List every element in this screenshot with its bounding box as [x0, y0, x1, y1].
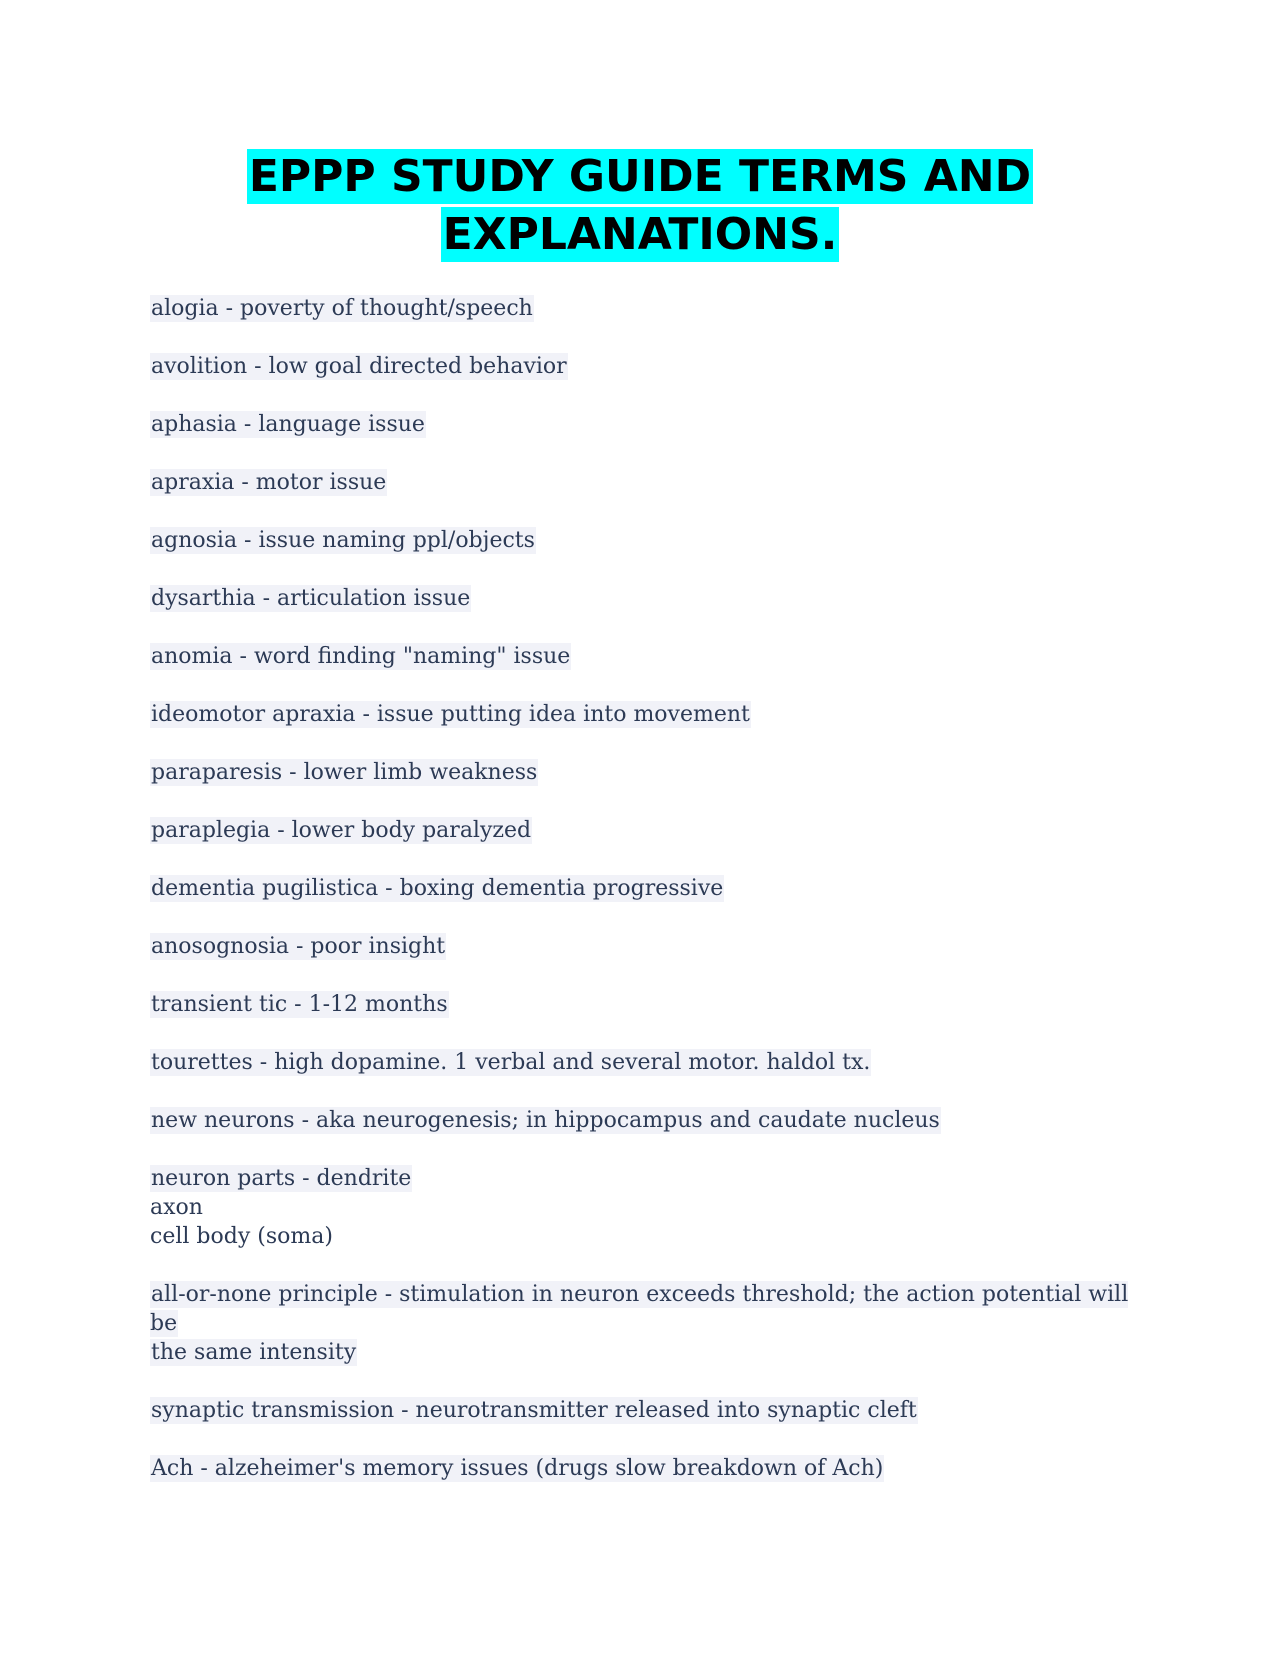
term-entry: [150, 990, 1150, 1019]
title-line-2: EXPLANATIONS.: [442, 209, 838, 260]
term-text: all-or-none principle - stimulation in neuron exceeds threshold; the action potential will be: [150, 1282, 1129, 1336]
term-entry: [150, 468, 1150, 497]
term-entry: [150, 758, 1150, 787]
term-text: paraparesis - lower limb weakness: [151, 760, 538, 785]
term-text: dementia pugilistica - boxing dementia progressive: [151, 876, 724, 901]
term-text: anosognosia - poor insight: [151, 934, 446, 959]
term-entry: [150, 700, 1150, 729]
term-continuation: the same intensity: [151, 1340, 357, 1365]
term-text: dysarthia - articulation issue: [151, 586, 471, 611]
title-line-1: EPPP STUDY GUIDE TERMS AND: [248, 151, 1032, 202]
term-entry: [150, 294, 1150, 323]
term-text: aphasia - language issue: [151, 412, 425, 437]
term-entry: [150, 1454, 1150, 1483]
term-entry-all-or-none: [150, 1280, 1150, 1367]
term-text: synaptic transmission - neurotransmitter released into synaptic cleft: [151, 1398, 917, 1423]
term-entry: [150, 584, 1150, 613]
term-entry: [150, 410, 1150, 439]
term-text: new neurons - aka neurogenesis; in hippocampus and caudate nucleus: [151, 1108, 940, 1133]
term-text: transient tic - 1-12 months: [151, 992, 448, 1017]
term-text: avolition - low goal directed behavior: [151, 354, 567, 379]
term-text: ideomotor apraxia - issue putting idea into movement: [151, 702, 750, 727]
term-entry: [150, 642, 1150, 671]
term-entry: [150, 874, 1150, 903]
term-entry: [150, 526, 1150, 555]
term-entry-neuron-parts: [150, 1164, 1150, 1251]
term-text: agnosia - issue naming ppl/objects: [151, 528, 535, 553]
term-text: tourettes - high dopamine. 1 verbal and several motor. haldol tx.: [151, 1050, 871, 1075]
term-text: neuron parts - dendrite: [151, 1166, 412, 1191]
term-text: apraxia - motor issue: [151, 470, 387, 495]
term-text: alogia - poverty of thought/speech: [151, 296, 533, 321]
term-list: [150, 294, 1150, 1512]
term-entry: [150, 1048, 1150, 1077]
term-entry: [150, 1396, 1150, 1425]
term-entry: [150, 352, 1150, 381]
term-continuation: axon: [150, 1195, 203, 1220]
term-text: paraplegia - lower body paralyzed: [151, 818, 532, 843]
term-entry: [150, 932, 1150, 961]
term-text: Ach - alzeheimer's memory issues (drugs slow breakdown of Ach): [151, 1456, 884, 1481]
document-title: [0, 148, 1280, 264]
term-entry: [150, 816, 1150, 845]
term-entry: [150, 1106, 1150, 1135]
term-text: anomia - word finding "naming" issue: [151, 644, 571, 669]
term-continuation: cell body (soma): [150, 1224, 333, 1249]
